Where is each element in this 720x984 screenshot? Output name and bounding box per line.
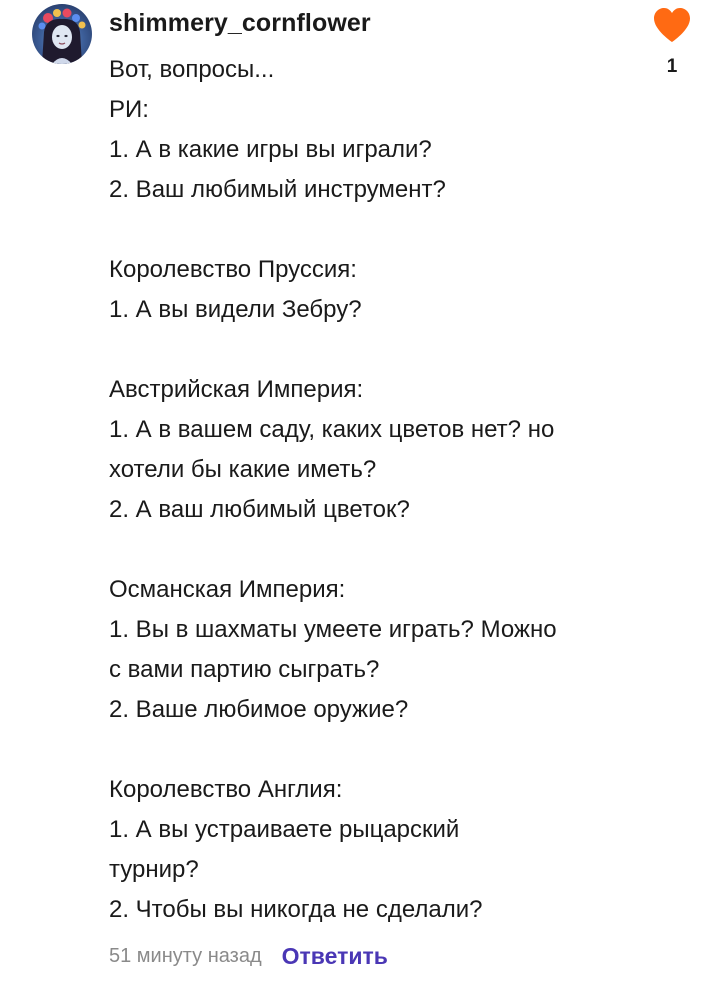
comment-line: 2. А ваш любимый цветок? <box>109 496 410 523</box>
comment-line: Вот, вопросы... <box>109 56 275 83</box>
comment-line: хотели бы какие иметь? <box>109 456 377 483</box>
comment-text <box>109 50 609 930</box>
comment-footer <box>109 940 388 972</box>
comment-line: 1. А в какие игры вы играли? <box>109 136 432 163</box>
avatar-image <box>32 4 92 64</box>
blank-line <box>109 210 609 250</box>
comment-line: турнир? <box>109 856 199 883</box>
blank-line <box>109 730 609 770</box>
like-count: 1 <box>666 56 678 77</box>
blank-line <box>109 330 609 370</box>
comment-line: Османская Империя: <box>109 576 346 603</box>
comment-line: 2. Ваш любимый инструмент? <box>109 176 446 203</box>
comment-line: 1. А вы видели Зебру? <box>109 296 362 323</box>
timestamp: 51 минуту назад <box>109 944 262 967</box>
comment-line: с вами партию сыграть? <box>109 656 380 683</box>
comment-line: 1. Вы в шахматы умеете играть? Можно <box>109 616 557 643</box>
comment-line: Королевство Англия: <box>109 776 343 803</box>
comment-line: РИ: <box>109 96 149 123</box>
comment-line: Австрийская Империя: <box>109 376 364 403</box>
comment-line: 1. А в вашем саду, каких цветов нет? но <box>109 416 555 443</box>
blank-line <box>109 530 609 570</box>
comment-line: Королевство Пруссия: <box>109 256 357 283</box>
comment-line: 1. А вы устраиваете рыцарский <box>109 816 460 843</box>
user-avatar[interactable] <box>32 4 92 64</box>
reply-button[interactable]: Ответить <box>281 942 388 969</box>
comment-line: 2. Чтобы вы никогда не сделали? <box>109 896 483 923</box>
comment-line: 2. Ваше любимое оружие? <box>109 696 409 723</box>
heart-icon[interactable] <box>652 6 692 44</box>
like-control <box>648 6 696 78</box>
username[interactable]: shimmery_cornflower <box>109 9 371 37</box>
